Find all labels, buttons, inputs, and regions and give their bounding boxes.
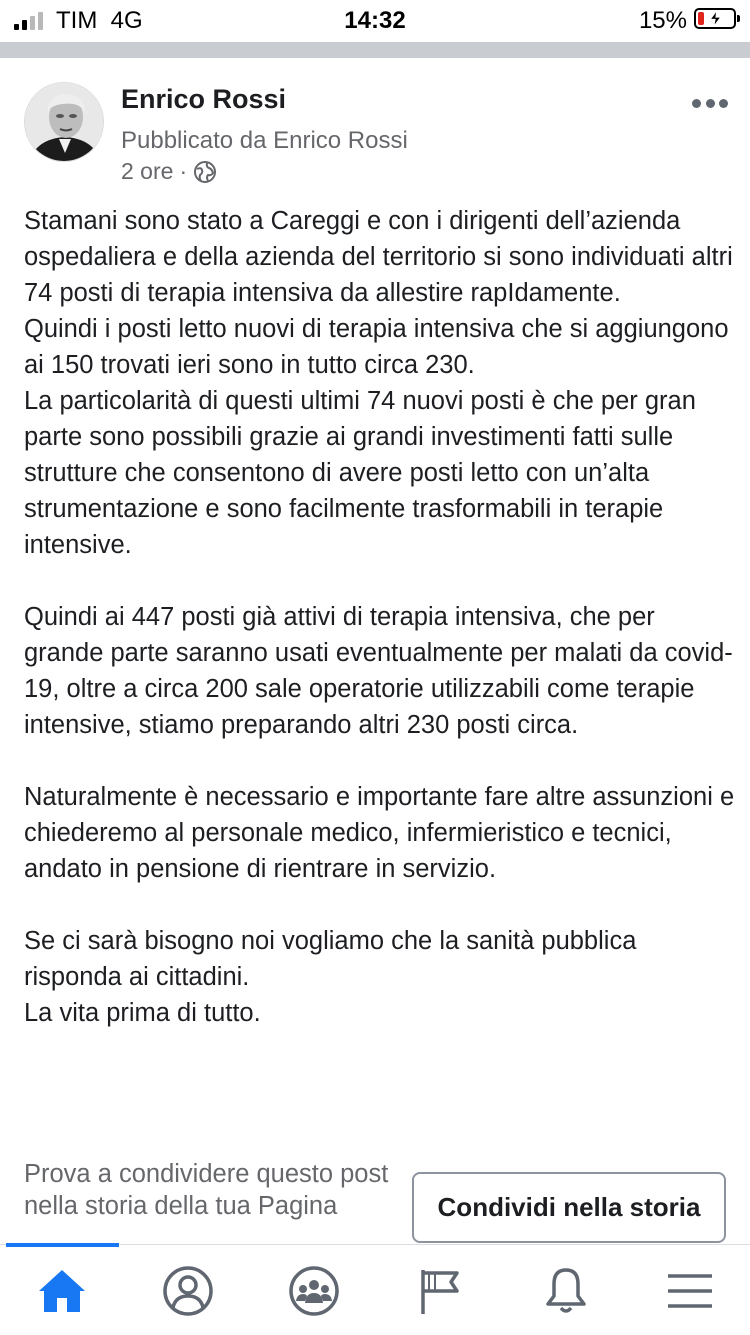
nav-menu[interactable] bbox=[662, 1263, 718, 1319]
bottom-navigation-bar bbox=[0, 1244, 750, 1335]
battery-charging-icon bbox=[694, 8, 736, 29]
nav-profile[interactable] bbox=[160, 1263, 216, 1319]
post-paragraph: Se ci sarà bisogno noi vogliamo che la sanità pubblica risponda ai cittadini. La vita prima di tutto. bbox=[24, 927, 637, 1027]
active-tab-indicator bbox=[6, 1243, 119, 1247]
meta-separator: · bbox=[179, 158, 188, 184]
menu-icon bbox=[663, 1264, 717, 1318]
feed-divider bbox=[0, 42, 750, 58]
post-paragraph: Stamani sono stato a Careggi e con i dirigenti dell’azienda ospedaliera e della azienda del territorio si sono individuati altri 74 posti di terapia intensiva da allestire rapIdamente. Quindi i posti letto nuovi di terapia intensiva che si aggiungono ai 150 trovati ieri sono in tutto circa 230. La particolarità di questi ultimi 74 nuovi posti è che per gran parte sono possibili grazie ai grandi investimenti fatti sulle strutture che consentono di avere posti letto con un’alta strumentazione e sono facilmente trasformabili in terapie intensive. bbox=[24, 207, 733, 559]
nav-groups[interactable] bbox=[286, 1263, 342, 1319]
network-type: 4G bbox=[110, 7, 143, 34]
share-story-prompt: Prova a condividere questo post nella storia della tua Pagina bbox=[24, 1160, 389, 1220]
status-bar bbox=[0, 0, 750, 40]
author-avatar[interactable] bbox=[24, 82, 104, 162]
profile-icon bbox=[161, 1264, 215, 1318]
pages-flag-icon bbox=[413, 1264, 467, 1318]
nav-notifications[interactable] bbox=[538, 1263, 594, 1319]
post-paragraph: Quindi ai 447 posti già attivi di terapia intensiva, che per grande parte saranno usati eventualmente per malati da covid-19, oltre a circa 200 sale operatorie utilizzabili come terapie intensive, stiamo preparando altri 230 posti circa. bbox=[24, 603, 733, 739]
share-to-story-button[interactable]: Condividi nella storia bbox=[412, 1172, 726, 1243]
home-icon bbox=[35, 1264, 89, 1318]
carrier-name: TIM bbox=[56, 7, 98, 34]
post-options-more-icon[interactable] bbox=[692, 96, 728, 110]
post-text bbox=[24, 203, 736, 1031]
notifications-bell-icon bbox=[539, 1264, 593, 1318]
battery-percentage: 15% bbox=[638, 7, 687, 34]
post-paragraph: Naturalmente è necessario e importante fare altre assunzioni e chiederemo al personale medico, infermieristico e tecnici, andato in pensione di rientrare in servizio. bbox=[24, 783, 735, 883]
public-globe-icon bbox=[193, 160, 217, 184]
post-time[interactable]: 2 ore bbox=[121, 158, 174, 184]
nav-home[interactable] bbox=[34, 1263, 90, 1319]
post-author-name[interactable]: Enrico Rossi bbox=[121, 84, 287, 114]
clock: 14:32 bbox=[344, 7, 406, 34]
groups-icon bbox=[287, 1264, 341, 1318]
published-by-label: Pubblicato da Enrico Rossi bbox=[121, 127, 408, 154]
post-meta bbox=[121, 158, 217, 185]
nav-pages[interactable] bbox=[412, 1263, 468, 1319]
